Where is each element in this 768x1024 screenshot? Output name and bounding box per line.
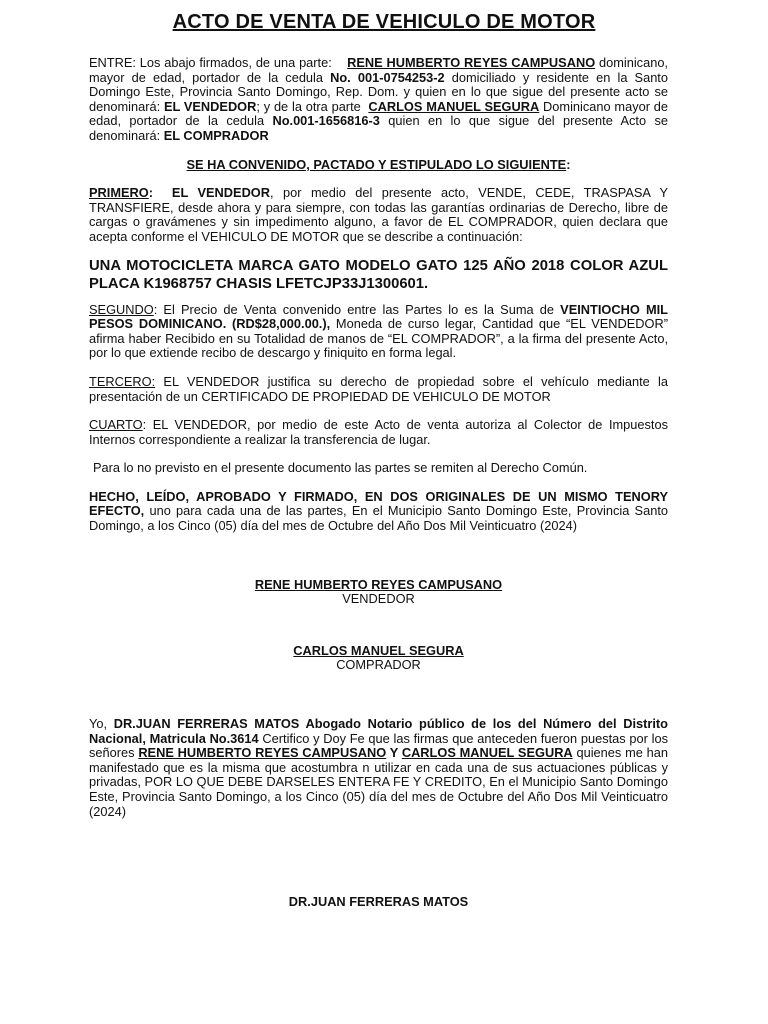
closing-paragraph xyxy=(89,490,668,534)
clause-primero-text: , por medio del presente acto, VENDE, CEDE, TRASPASA Y TRANSFIERE, desde ahora y para siempre, con todas las garantías ordinarias de Derecho, libre de cargas o gravámenes y sin impedimento alguno, a favor de EL COMPRADOR, quien declara que acepta conforme el VEHICULO DE MOTOR que se describe a continuación: xyxy=(89,185,669,244)
seller-name: RENE HUMBERTO REYES CAMPUSANO xyxy=(347,55,596,70)
seller-signature-role: VENDEDOR xyxy=(342,591,415,607)
buyer-signature xyxy=(89,644,668,673)
buyer-name: CARLOS MANUEL SEGURA xyxy=(368,98,540,114)
seller-signature-name: RENE HUMBERTO REYES CAMPUSANO xyxy=(254,576,503,592)
clause-segundo-text: : El Precio de Venta convenido entre las Partes lo es la Suma de xyxy=(153,301,561,317)
clause-primero-role: EL VENDEDOR xyxy=(171,185,271,201)
clause-segundo-label: SEGUNDO xyxy=(89,301,154,317)
buyer-signature-name: CARLOS MANUEL SEGURA xyxy=(293,642,464,658)
clause-cuarto xyxy=(89,418,668,447)
clause-primero xyxy=(89,186,668,244)
derecho-comun: Para lo no previsto en el presente documento las partes se remiten al Derecho Común. xyxy=(93,460,588,476)
clause-primero-colon: : xyxy=(148,185,153,201)
notary-paragraph xyxy=(89,717,668,819)
intro-text: Dominicano mayor de edad, portador de la cedula xyxy=(89,98,669,129)
clause-tercero-text: EL VENDEDOR justifica su derecho de propiedad sobre el vehículo mediante la presentación de un CERTIFICADO DE PROPIEDAD DE VEHICULO DE MOTOR xyxy=(89,373,668,404)
notary-credentials: DR.JUAN FERRERAS MATOS Abogado Notario público de los del Número del Distrito Nacional, Matricula No.3614 xyxy=(89,716,669,746)
notary-and: Y xyxy=(386,745,402,761)
closing-text: uno para cada una de las partes, En el Municipio Santo Domingo Este, Provincia Santo Domingo, a los Cinco (05) día del mes de Octubre del Año Dos Mil Veinticuatro (2024) xyxy=(89,503,668,534)
clause-tercero xyxy=(89,375,668,404)
notary-seller-name: RENE HUMBERTO REYES CAMPUSANO xyxy=(138,745,387,761)
vehicle-description: UNA MOTOCICLETA MARCA GATO MODELO GATO 125 AÑO 2018 COLOR AZUL PLACA K1968757 CHASIS LFETCJP33J1300601. xyxy=(89,257,668,292)
intro-text: quien en lo que sigue del presente Acto se denominará: xyxy=(89,113,668,143)
clause-primero-label: PRIMERO xyxy=(89,185,149,201)
clause-segundo-text: Moneda de curso legar, Cantidad que “EL VENDEDOR” afirma haber Recibido en su Totalidad de manos de “EL COMPRADOR”, a la firma del presente Acto, por lo que extiende recibo de descargo y finiquito en forma legal. xyxy=(89,316,668,361)
seller-id: No. 001-0754253-2 xyxy=(330,69,445,85)
buyer-signature-role: COMPRADOR xyxy=(336,657,421,673)
intro-paragraph xyxy=(89,56,668,144)
notary-text: Certifico y Doy Fe que las firmas que anteceden fueron puestas por los señores xyxy=(89,730,669,761)
notary-signature: DR.JUAN FERRERAS MATOS xyxy=(288,894,469,910)
buyer-id: No.001-1656816-3 xyxy=(272,113,380,129)
clause-tercero-label: TERCERO: xyxy=(89,373,156,389)
closing-bold: HECHO, LEÍDO, APROBADO Y FIRMADO, EN DOS ORIGINALES DE UN MISMO TENORY EFECTO, xyxy=(89,488,668,519)
intro-text: ; y de la otra parte xyxy=(256,98,365,114)
sale-amount: VEINTIOCHO MIL PESOS DOMINICANO. (RD$28,000.00.), xyxy=(89,301,669,332)
notary-buyer-name: CARLOS MANUEL SEGURA xyxy=(401,745,573,761)
clause-cuarto-label: CUARTO xyxy=(89,417,143,433)
seller-signature xyxy=(89,578,668,607)
buyer-role: EL COMPRADOR xyxy=(163,127,269,143)
seller-role: EL VENDEDOR xyxy=(163,98,257,114)
notary-text: Yo, xyxy=(89,716,114,732)
document-title: ACTO DE VENTA DE VEHICULO DE MOTOR xyxy=(172,11,596,33)
agreement-heading xyxy=(89,158,668,173)
clause-cuarto-text: : EL VENDEDOR, por medio de este Acto de venta autoriza al Colector de Impuestos Internos correspondiente a realizar la transferencia de lugar. xyxy=(89,417,668,447)
agreement-heading-text: SE HA CONVENIDO, PACTADO Y ESTIPULADO LO SIGUIENTE xyxy=(186,156,567,172)
agreement-colon: : xyxy=(566,156,571,172)
intro-text: ENTRE: Los abajo firmados, de una parte: xyxy=(89,55,336,70)
clause-segundo xyxy=(89,303,668,361)
notary-text: quienes me han manifestado que es la misma que acostumbra n utilizar en cada una de sus actuaciones públicas y privadas, POR LO QUE DEBE DARSELES ENTERA FE Y CREDITO, En el Municipio Santo Domingo Este, Provincia Santo Domingo, a los Cinco (05) día del mes de Octubre del Año Dos Mil Veinticuatro (2024) xyxy=(89,745,668,819)
intro-text: domiciliado y residente en la Santo Domingo Este, Provincia Santo Domingo, Rep. Dom. y quien en lo que sigue del presente acto se denominará: xyxy=(89,69,668,114)
intro-text: dominicano, mayor de edad, portador de la cedula xyxy=(89,55,668,85)
